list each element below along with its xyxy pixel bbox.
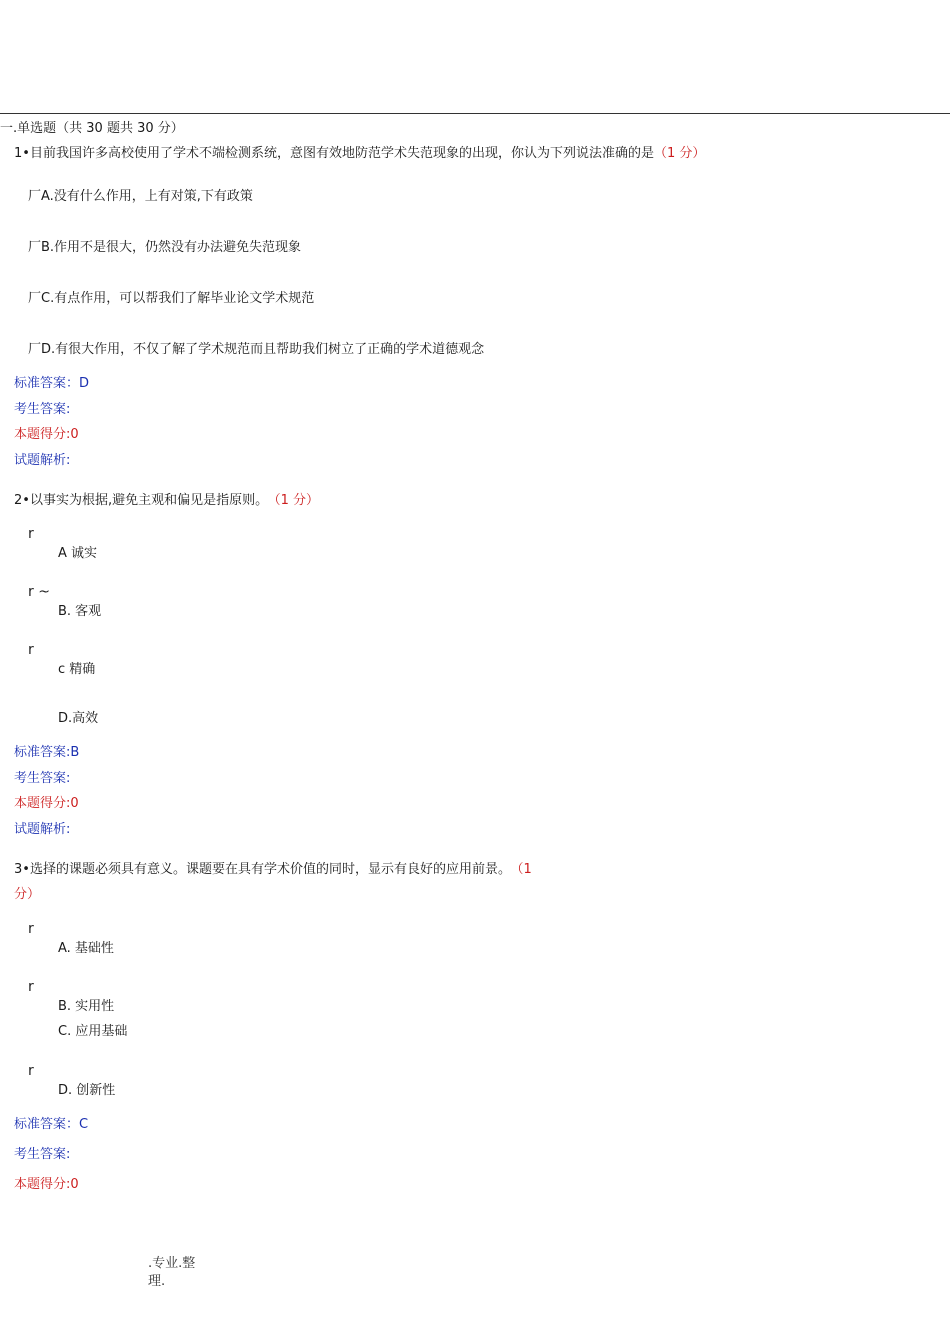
q1-student-answer: 考生答案: [14,402,71,417]
q2-option-d[interactable]: D.高效 [58,711,99,726]
q3-radio-a[interactable]: r [28,921,34,937]
q2-answer-value: B [70,745,80,760]
q3-score: 本题得分:0 [14,1177,79,1192]
q3-option-b[interactable]: B. 实用性 [58,999,115,1014]
q2-radio-c[interactable]: r [28,642,34,658]
q2-radio-a[interactable]: r [28,526,34,542]
q1-option-d[interactable]: 厂D.有很大作用，不仅了解了学术规范而且帮助我们树立了正确的学术道德观念 [28,342,485,357]
question-1-points: （1 分） [653,146,706,161]
section-title: 一.单选题（共 30 题共 30 分） [0,121,184,136]
q2-option-c[interactable]: c 精确 [58,662,96,677]
question-3-text: 3•选择的课题必须具有意义。课题要在具有学术价值的同时，显示有良好的应用前景。 [14,862,511,877]
q3-option-d[interactable]: D. 创新性 [58,1083,116,1098]
q1-answer-value: D [79,376,90,391]
q2-option-a[interactable]: A 诚实 [58,546,98,561]
q3-standard-answer: 标准答案：C [14,1117,89,1132]
q2-analysis: 试题解析: [14,822,71,837]
q1-option-b[interactable]: 厂B.作用不是很大，仍然没有办法避免失范现象 [28,240,302,255]
question-1-text: 1•目前我国许多高校使用了学术不端检测系统，意图有效地防范学术失范现象的出现，你认为下列说法准确的是 [14,146,654,161]
q1-analysis: 试题解析: [14,453,71,468]
q2-standard-answer: 标准答案:B [14,745,80,760]
q1-score: 本题得分:0 [14,427,79,442]
question-3-points-cont: 分） [14,887,41,902]
q3-student-answer: 考生答案: [14,1147,71,1162]
q3-radio-b[interactable]: r [28,979,34,995]
q2-score: 本题得分:0 [14,796,79,811]
footer-line-1: .专业.整 [148,1256,196,1271]
question-2 [14,493,319,509]
footer-line-2: 理. [148,1274,166,1289]
question-3 [14,862,532,878]
question-1 [14,146,705,162]
question-2-text: 2•以事实为根据,避免主观和偏见是指原则。 [14,493,269,508]
question-2-points: （1 分） [274,493,319,508]
q3-radio-d[interactable]: r [28,1063,34,1079]
q2-radio-b[interactable]: r ~ [28,584,50,600]
q2-option-b[interactable]: B. 客观 [58,604,102,619]
q3-answer-value: C [79,1117,89,1132]
q3-option-c[interactable]: C. 应用基础 [58,1024,128,1039]
question-3-points: （1 [516,862,532,877]
q3-option-a[interactable]: A. 基础性 [58,941,114,956]
q1-standard-answer: 标准答案：D [14,376,90,391]
q2-student-answer: 考生答案: [14,771,71,786]
top-divider [0,113,950,114]
q1-option-c[interactable]: 厂C.有点作用，可以帮我们了解毕业论文学术规范 [28,291,315,306]
q1-option-a[interactable]: 厂A.没有什么作用，上有对策,下有政策 [28,189,253,204]
